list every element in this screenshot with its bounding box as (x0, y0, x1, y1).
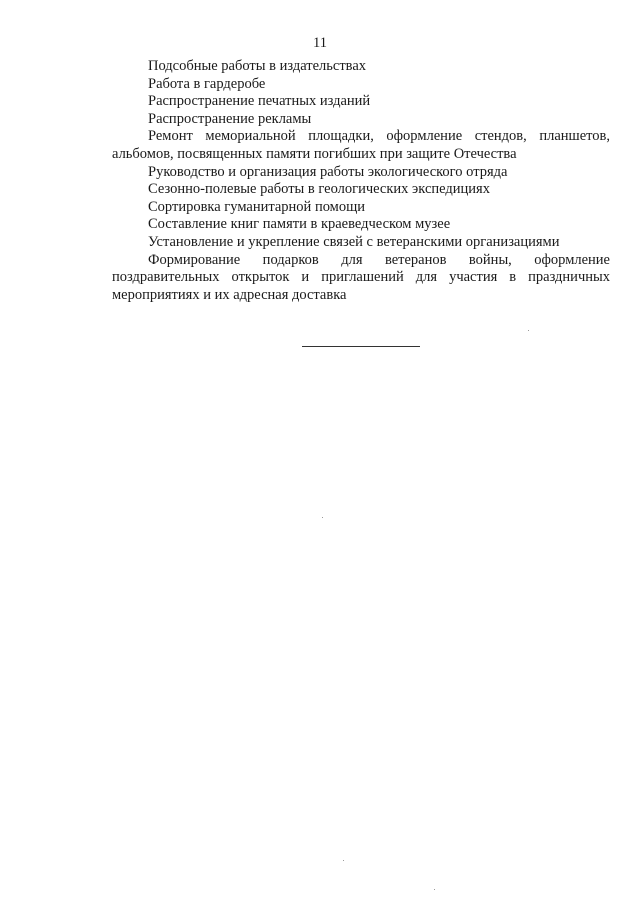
list-item: Формирование подарков для ветеранов войны, оформление поздравительных открыток и приглашений для участия в праздничных мероприятиях и их адресная доставка (112, 251, 610, 303)
list-item: Распространение рекламы (148, 110, 312, 127)
list-item: Составление книг памяти в краеведческом музее (148, 216, 451, 233)
list-item: Работа в гардеробе (148, 75, 266, 92)
end-separator-line (302, 346, 420, 347)
scan-speck (322, 517, 323, 518)
page-number: 11 (313, 35, 327, 51)
scan-speck (528, 330, 529, 331)
list-item: Распространение печатных изданий (148, 93, 371, 110)
activity-list (112, 58, 610, 304)
list-item: Сезонно-полевые работы в геологических экспедициях (148, 181, 490, 198)
list-item: Установление и укрепление связей с ветеранскими организациями (148, 233, 560, 250)
list-item: Руководство и организация работы экологического отряда (148, 163, 508, 180)
scan-speck (343, 860, 344, 861)
list-item: Ремонт мемориальной площадки, оформление стендов, планшетов, альбомов, посвященных памяти погибших при защите Отечества (112, 128, 610, 162)
scan-speck (434, 889, 435, 890)
list-item: Подсобные работы в издательствах (148, 58, 367, 74)
list-item: Сортировка гуманитарной помощи (148, 198, 366, 215)
